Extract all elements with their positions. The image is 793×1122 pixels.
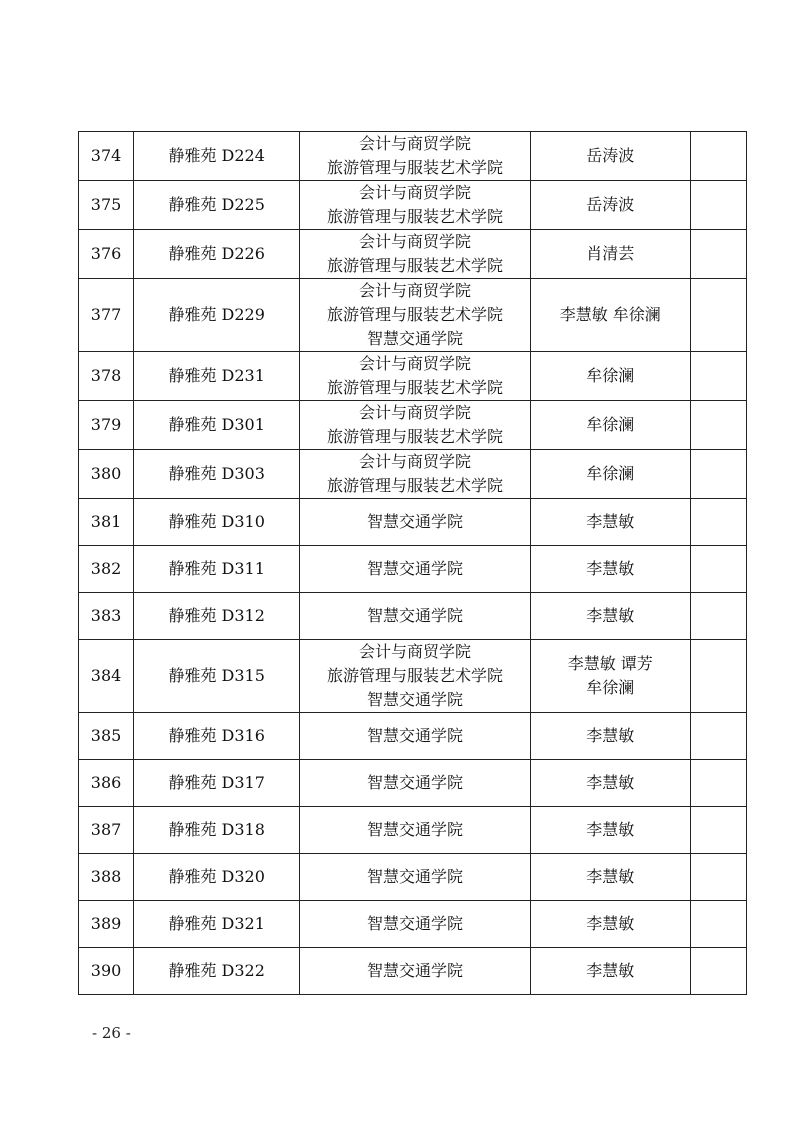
cell-room: 静雅苑 D315 — [134, 640, 300, 713]
table-body — [79, 132, 747, 995]
table-row — [79, 132, 747, 181]
cell-number: 380 — [79, 450, 134, 499]
college-name: 智慧交通学院 — [366, 773, 463, 792]
cell-number: 389 — [79, 901, 134, 948]
cell-room: 静雅苑 D316 — [134, 713, 300, 760]
cell-colleges — [300, 948, 530, 995]
cell-colleges — [300, 807, 530, 854]
cell-colleges — [300, 499, 530, 546]
person-name: 李慧敏 — [586, 726, 635, 745]
cell-number: 377 — [79, 279, 134, 352]
person-name: 牟徐澜 — [586, 678, 635, 697]
cell-remark — [690, 593, 746, 640]
table-row — [79, 807, 747, 854]
dormitory-table-container — [78, 131, 747, 995]
college-name: 智慧交通学院 — [366, 329, 463, 348]
cell-persons — [530, 593, 690, 640]
cell-remark — [690, 279, 746, 352]
person-name: 李慧敏 — [586, 867, 635, 886]
table-row — [79, 854, 747, 901]
cell-number: 379 — [79, 401, 134, 450]
college-name: 旅游管理与服装艺术学院 — [326, 378, 503, 397]
cell-colleges — [300, 279, 530, 352]
cell-persons — [530, 499, 690, 546]
cell-number: 382 — [79, 546, 134, 593]
cell-colleges — [300, 181, 530, 230]
cell-persons — [530, 401, 690, 450]
college-name: 智慧交通学院 — [366, 726, 463, 745]
cell-persons — [530, 230, 690, 279]
cell-room: 静雅苑 D310 — [134, 499, 300, 546]
cell-remark — [690, 450, 746, 499]
table-row — [79, 640, 747, 713]
cell-room: 静雅苑 D312 — [134, 593, 300, 640]
cell-remark — [690, 181, 746, 230]
person-name: 岳涛波 — [586, 195, 635, 214]
cell-room: 静雅苑 D321 — [134, 901, 300, 948]
college-name: 智慧交通学院 — [366, 914, 463, 933]
table-row — [79, 713, 747, 760]
college-name: 旅游管理与服装艺术学院 — [326, 476, 503, 495]
cell-persons — [530, 279, 690, 352]
cell-number: 386 — [79, 760, 134, 807]
table-row — [79, 593, 747, 640]
cell-remark — [690, 807, 746, 854]
cell-remark — [690, 230, 746, 279]
cell-colleges — [300, 450, 530, 499]
cell-room: 静雅苑 D317 — [134, 760, 300, 807]
person-name: 李慧敏 — [586, 773, 635, 792]
cell-persons — [530, 854, 690, 901]
cell-persons — [530, 807, 690, 854]
cell-colleges — [300, 854, 530, 901]
cell-persons — [530, 181, 690, 230]
cell-persons — [530, 948, 690, 995]
cell-room: 静雅苑 D320 — [134, 854, 300, 901]
cell-remark — [690, 546, 746, 593]
cell-colleges — [300, 713, 530, 760]
cell-number: 375 — [79, 181, 134, 230]
college-name: 会计与商贸学院 — [358, 354, 471, 373]
cell-room: 静雅苑 D226 — [134, 230, 300, 279]
cell-persons — [530, 546, 690, 593]
dormitory-table — [78, 131, 747, 995]
person-name: 牟徐澜 — [586, 366, 635, 385]
cell-number: 378 — [79, 352, 134, 401]
cell-number: 374 — [79, 132, 134, 181]
person-name: 李慧敏 — [586, 961, 635, 980]
college-name: 智慧交通学院 — [366, 690, 463, 709]
person-name: 李慧敏 牟徐澜 — [559, 305, 661, 324]
cell-colleges — [300, 132, 530, 181]
cell-persons — [530, 713, 690, 760]
college-name: 智慧交通学院 — [366, 867, 463, 886]
college-name: 旅游管理与服装艺术学院 — [326, 666, 503, 685]
cell-remark — [690, 401, 746, 450]
college-name: 旅游管理与服装艺术学院 — [326, 305, 503, 324]
cell-remark — [690, 352, 746, 401]
college-name: 智慧交通学院 — [366, 512, 463, 531]
college-name: 会计与商贸学院 — [358, 183, 471, 202]
table-row — [79, 279, 747, 352]
table-row — [79, 401, 747, 450]
cell-persons — [530, 640, 690, 713]
cell-number: 390 — [79, 948, 134, 995]
cell-colleges — [300, 593, 530, 640]
college-name: 会计与商贸学院 — [358, 134, 471, 153]
table-row — [79, 901, 747, 948]
college-name: 会计与商贸学院 — [358, 232, 471, 251]
cell-room: 静雅苑 D301 — [134, 401, 300, 450]
cell-colleges — [300, 760, 530, 807]
person-name: 李慧敏 — [586, 820, 635, 839]
cell-remark — [690, 132, 746, 181]
college-name: 会计与商贸学院 — [358, 281, 471, 300]
cell-persons — [530, 450, 690, 499]
table-row — [79, 181, 747, 230]
cell-room: 静雅苑 D311 — [134, 546, 300, 593]
college-name: 智慧交通学院 — [366, 606, 463, 625]
college-name: 智慧交通学院 — [366, 820, 463, 839]
cell-persons — [530, 901, 690, 948]
person-name: 李慧敏 谭芳 — [567, 654, 653, 673]
table-row — [79, 948, 747, 995]
college-name: 智慧交通学院 — [366, 559, 463, 578]
cell-persons — [530, 760, 690, 807]
table-row — [79, 450, 747, 499]
cell-colleges — [300, 230, 530, 279]
cell-room: 静雅苑 D231 — [134, 352, 300, 401]
person-name: 牟徐澜 — [586, 415, 635, 434]
college-name: 会计与商贸学院 — [358, 452, 471, 471]
cell-colleges — [300, 352, 530, 401]
table-row — [79, 546, 747, 593]
table-row — [79, 760, 747, 807]
person-name: 岳涛波 — [586, 146, 635, 165]
cell-number: 387 — [79, 807, 134, 854]
table-row — [79, 499, 747, 546]
cell-persons — [530, 352, 690, 401]
cell-remark — [690, 760, 746, 807]
college-name: 旅游管理与服装艺术学院 — [326, 427, 503, 446]
cell-remark — [690, 948, 746, 995]
cell-room: 静雅苑 D318 — [134, 807, 300, 854]
cell-number: 385 — [79, 713, 134, 760]
cell-number: 381 — [79, 499, 134, 546]
cell-colleges — [300, 546, 530, 593]
table-row — [79, 230, 747, 279]
person-name: 李慧敏 — [586, 606, 635, 625]
cell-remark — [690, 713, 746, 760]
college-name: 旅游管理与服装艺术学院 — [326, 158, 503, 177]
cell-colleges — [300, 401, 530, 450]
page-number: - 26 - — [92, 1024, 131, 1042]
person-name: 李慧敏 — [586, 914, 635, 933]
person-name: 牟徐澜 — [586, 464, 635, 483]
cell-room: 静雅苑 D229 — [134, 279, 300, 352]
cell-remark — [690, 499, 746, 546]
college-name: 智慧交通学院 — [366, 961, 463, 980]
cell-room: 静雅苑 D225 — [134, 181, 300, 230]
person-name: 李慧敏 — [586, 512, 635, 531]
cell-number: 388 — [79, 854, 134, 901]
college-name: 会计与商贸学院 — [358, 642, 471, 661]
cell-number: 383 — [79, 593, 134, 640]
cell-room: 静雅苑 D303 — [134, 450, 300, 499]
college-name: 旅游管理与服装艺术学院 — [326, 207, 503, 226]
person-name: 肖清芸 — [586, 244, 635, 263]
cell-number: 384 — [79, 640, 134, 713]
cell-colleges — [300, 901, 530, 948]
cell-remark — [690, 640, 746, 713]
cell-room: 静雅苑 D224 — [134, 132, 300, 181]
cell-remark — [690, 901, 746, 948]
cell-room: 静雅苑 D322 — [134, 948, 300, 995]
cell-remark — [690, 854, 746, 901]
college-name: 旅游管理与服装艺术学院 — [326, 256, 503, 275]
cell-number: 376 — [79, 230, 134, 279]
person-name: 李慧敏 — [586, 559, 635, 578]
table-row — [79, 352, 747, 401]
cell-colleges — [300, 640, 530, 713]
cell-persons — [530, 132, 690, 181]
college-name: 会计与商贸学院 — [358, 403, 471, 422]
